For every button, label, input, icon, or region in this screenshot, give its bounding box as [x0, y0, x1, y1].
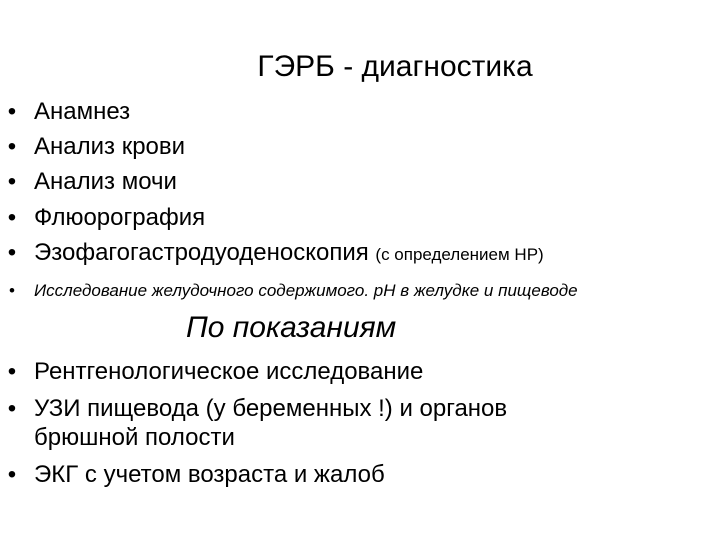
bullet-icon: •	[7, 133, 17, 160]
list-item-label: УЗИ пищевода (у беременных !) и органов	[34, 395, 508, 422]
list-item-label-continued: брюшной полости	[34, 424, 235, 451]
bullet-icon: •	[7, 168, 17, 195]
endoscopy-note: (с определением HP)	[375, 245, 544, 264]
endoscopy-label: Эзофагогастродуоденоскопия	[34, 239, 369, 266]
list-item-label: Флюорография	[34, 204, 206, 231]
list-item-label	[34, 237, 544, 270]
list-item-label: Рентгенологическое исследование	[34, 358, 424, 385]
bullet-icon: •	[7, 98, 17, 125]
bullet-icon: •	[9, 281, 15, 300]
list-item-label: Анализ мочи	[34, 168, 177, 195]
list-item-label: ЭКГ с учетом возраста и жалоб	[34, 461, 385, 488]
bullet-icon: •	[7, 358, 17, 385]
bullet-icon: •	[7, 461, 17, 488]
list-item-label: Анализ крови	[34, 133, 186, 160]
slide-title: ГЭРБ - диагностика	[257, 50, 533, 83]
bullet-icon: •	[7, 239, 17, 266]
subheading: По показаниям	[186, 311, 397, 344]
list-item-label: Исследование желудочного содержимого. рН в желудке и пищеводе	[34, 281, 578, 300]
bullet-icon: •	[7, 395, 17, 422]
list-item-label: Анамнез	[34, 98, 131, 125]
bullet-icon: •	[7, 204, 17, 231]
